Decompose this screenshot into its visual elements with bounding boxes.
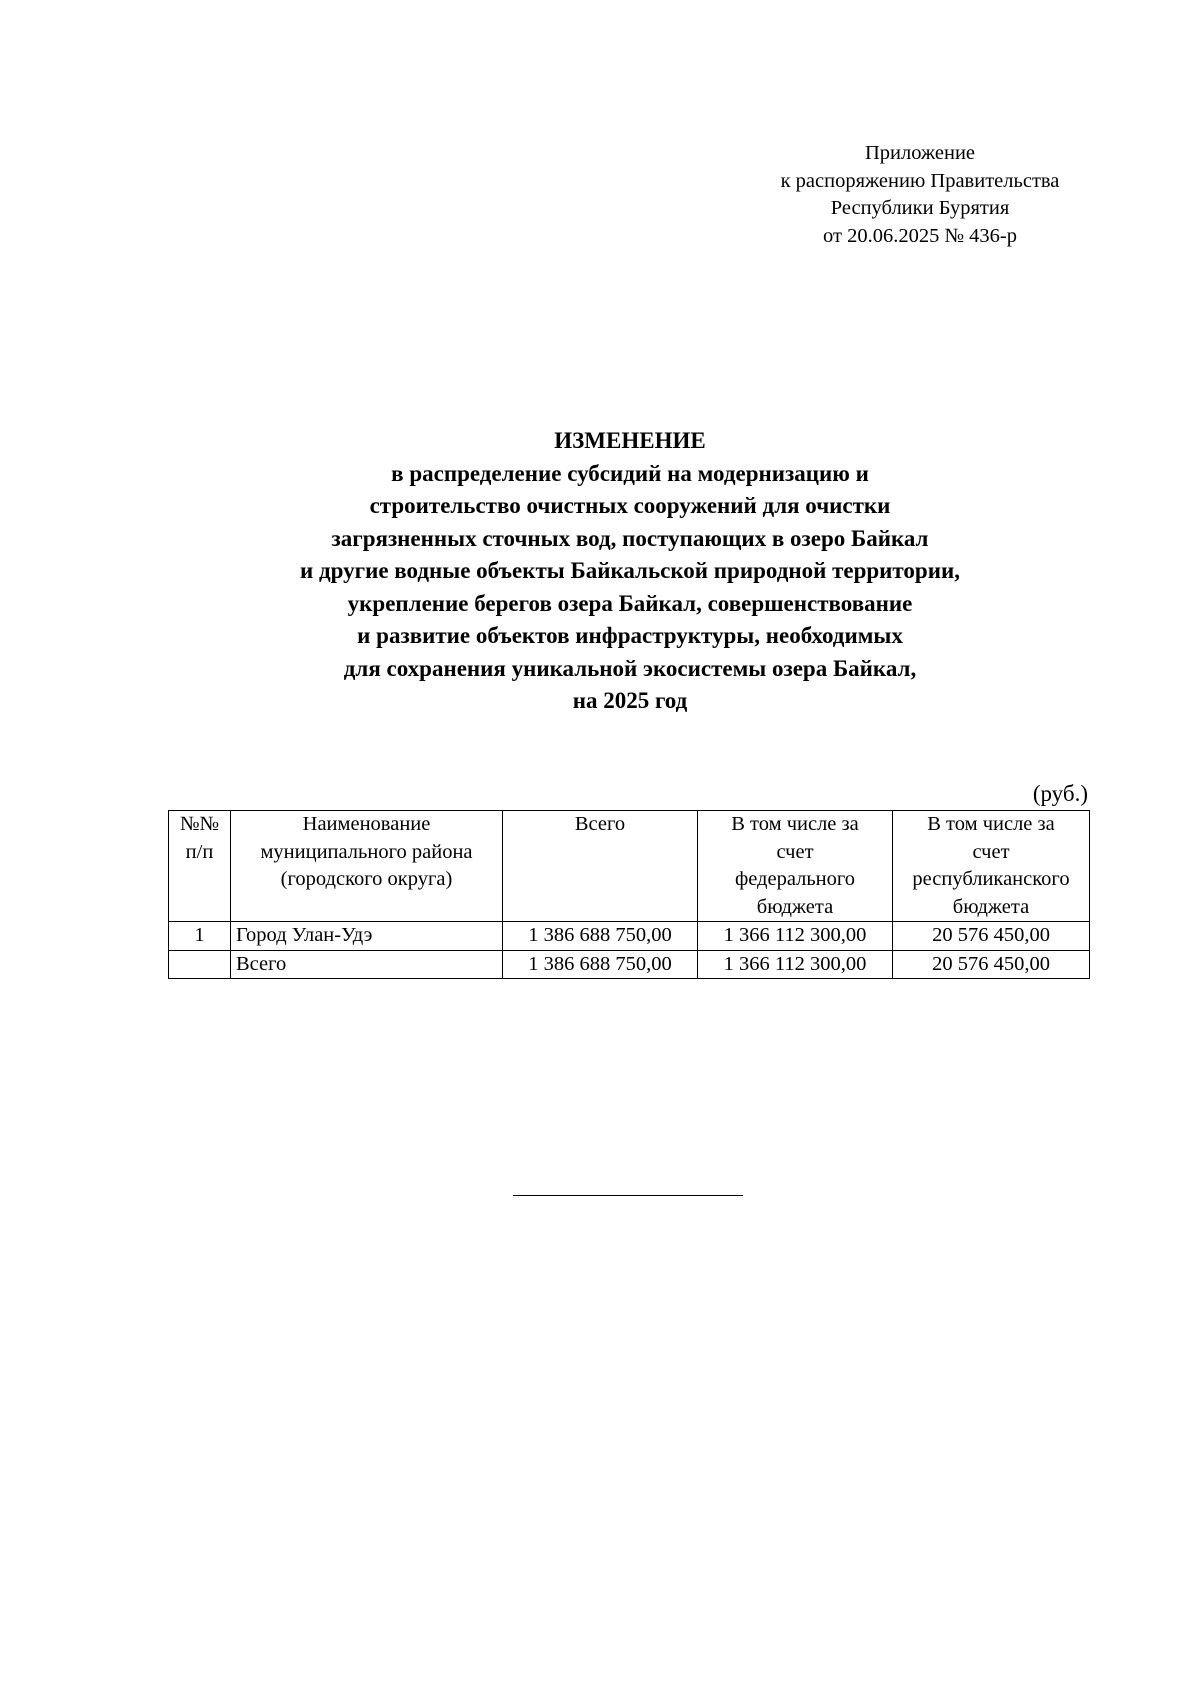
row-republic: 20 576 450,00 [893,950,1090,979]
header-name: Наименование муниципального района (городского округа) [231,811,503,922]
title-heading: ИЗМЕНЕНИЕ [554,428,706,453]
header-total: Всего [503,811,698,922]
appendix-date-number: от 20.06.2025 № 436-р [823,224,1017,247]
title-line: строительство очистных сооружений для очистки [369,493,891,518]
title-line: на 2025 год [572,688,688,713]
unit-label: (руб.) [1032,781,1088,806]
row-total: 1 386 688 750,00 [503,922,698,951]
title-line: укрепление берегов озера Байкал, совершенствование [347,590,913,616]
appendix-line: Республики Бурятия [830,197,1010,219]
appendix-block [735,140,1105,250]
row-federal: 1 366 112 300,00 [698,922,893,951]
title-line: и другие водные объекты Байкальской природной территории, [300,558,960,583]
row-name: Всего [231,950,503,979]
table-row [169,922,1090,951]
header-number: №№ п/п [169,811,231,922]
title-line: в распределение субсидий на модернизацию и [391,460,869,486]
end-divider [513,1195,743,1196]
title-line: загрязненных сточных вод, поступающих в озеро Байкал [331,525,929,551]
header-republic: В том числе за счет республиканского бюджета [893,811,1090,922]
row-number [169,950,231,979]
appendix-line: Приложение [864,142,976,164]
row-total: 1 386 688 750,00 [503,950,698,979]
document-title [150,425,1110,718]
header-federal: В том числе за счет федерального бюджета [698,811,893,922]
table-header-row [169,811,1090,922]
row-republic: 20 576 450,00 [893,922,1090,951]
row-name: Город Улан-Удэ [231,922,503,951]
row-federal: 1 366 112 300,00 [698,950,893,979]
title-line: и развитие объектов инфраструктуры, необходимых [357,623,903,648]
row-number: 1 [169,922,231,951]
table-total-row [169,950,1090,979]
title-line: для сохранения уникальной экосистемы озера Байкал, [343,655,917,681]
appendix-line: к распоряжению Правительства [780,169,1060,192]
subsidy-table [168,810,1090,979]
